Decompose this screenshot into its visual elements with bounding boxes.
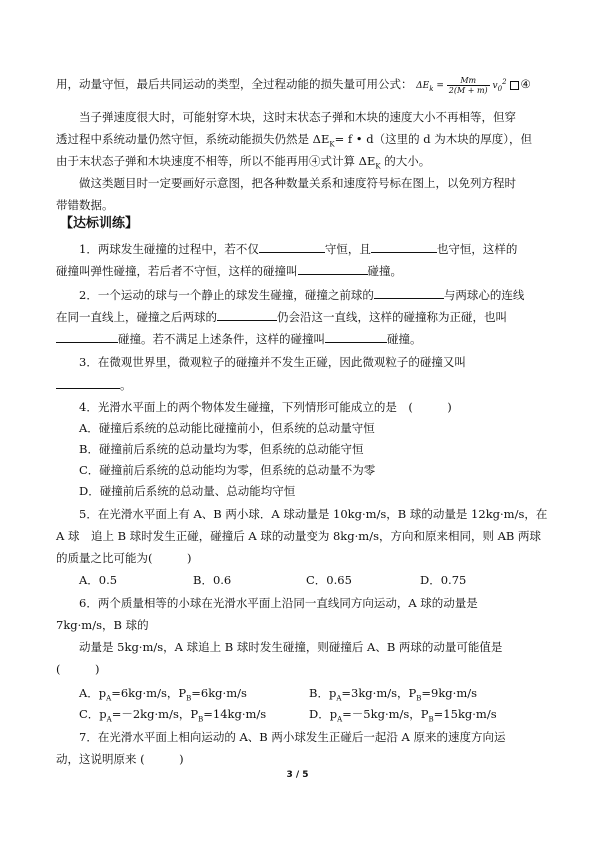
blank (56, 331, 118, 343)
page-number: 3 / 5 (286, 770, 309, 780)
blank (374, 287, 444, 299)
text: 也守恒，这样的 (436, 242, 518, 256)
text: 仍会沿这一直线，这样的碰撞称为正碰，也叫 (277, 310, 507, 324)
option-b: B．碰撞前后系统的总动量均为零，但系统的总动能守恒 (79, 442, 364, 456)
text: 碰撞。 (367, 264, 402, 278)
paragraph-line (56, 76, 531, 95)
text: 。 (120, 378, 132, 392)
option-c: C．$p_A=-2kg\cdot m/s$，$P_B=14kg\cdot m/s$ (79, 707, 267, 724)
text: 2．一个运动的球与一个静止的球发生碰撞，碰撞之前球的 (79, 288, 374, 302)
text: 在同一直线上，碰撞之后两球的 (56, 310, 217, 324)
text: 与两球心的连线 (443, 288, 525, 302)
equation-tag: ④ (520, 77, 531, 91)
formula-lhs: ΔE (416, 81, 430, 91)
paragraph-line: 当子弹速度很大时，可能射穿木块，这时末状态子弹和木块的速度大小不再相等，但穿 (79, 110, 516, 124)
paragraph-line (56, 154, 431, 171)
formula-denominator: 2(M + m) (448, 86, 488, 95)
formula-eq: = (433, 81, 447, 91)
option-c: C．0.65 (306, 573, 352, 587)
blank (371, 241, 437, 253)
blank (259, 241, 325, 253)
question-2-line (79, 287, 524, 302)
formula-fraction (447, 76, 490, 95)
blank (298, 263, 368, 275)
question-7-line: 动，这说明原来 ( ) (56, 752, 184, 766)
paragraph-line (56, 132, 533, 149)
blank (217, 309, 277, 321)
question-1-line (79, 241, 517, 256)
question-5-line: 5．在光滑水平面上有 A、B 两小球．A 球动量是 10kg·m/s，B 球的动量是 12kg·m/s，在 (79, 507, 548, 521)
formula-v-sub: 0 (497, 84, 503, 93)
question-5-line: 的质量之比可能为( ) (56, 551, 192, 565)
question-3-line (56, 377, 132, 392)
option-c: C．碰撞前后系统的总动能均为零，但系统的总动量不为零 (79, 463, 376, 477)
text: 用，动量守恒，最后共同运动的类型，全过程动能的损失量可用公式： (56, 77, 413, 91)
question-7-line: 7．在光滑水平面上相向运动的 A、B 两小球发生正碰后一起沿 A 原来的速度方向运 (79, 730, 506, 744)
question-4-stem: 4．光滑水平面上的两个物体发生碰撞，下列情形可能成立的是 ( ) (79, 400, 452, 414)
question-6-line: 7kg·m/s，B 球的 (56, 618, 149, 632)
subscript: K (329, 140, 335, 149)
formula-v-sup: 2 (502, 78, 507, 86)
option-a: A．碰撞后系统的总动能比碰撞前小，但系统的总动量守恒 (79, 421, 375, 435)
option-a: A．0.5 (79, 573, 118, 587)
question-6-line: 6．两个质量相等的小球在光滑水平面上沿同一直线同方向运动，A 球的动量是 (79, 596, 478, 610)
text: 碰撞。若不满足上述条件，这样的碰撞叫 (118, 332, 325, 346)
question-1-line (56, 263, 402, 278)
energy-loss-formula (416, 76, 509, 95)
square-icon (510, 81, 519, 90)
formula-v: v (492, 81, 498, 91)
formula-lhs-sub: k (429, 84, 434, 93)
question-5-line: A 球 追上 B 球时发生正碰，碰撞后 A 球的动量变为 8kg·m/s，方向和原来相同，则 AB 两球 (56, 529, 542, 543)
question-2-line (56, 309, 507, 324)
section-heading: 【达标训练】 (60, 216, 139, 231)
text: 守恒，且 (324, 242, 371, 256)
question-3-line: 3．在微观世界里，微观粒子的碰撞并不发生正碰，因此微观粒子的碰撞又叫 (79, 355, 466, 369)
subscript: K (375, 162, 381, 171)
paragraph-line: 做这类题目时一定要画好示意图，把各种数量关系和速度符号标在图上，以免列方程时 (79, 176, 516, 190)
question-2-line (56, 331, 422, 346)
formula-numerator: Mm (447, 76, 490, 86)
text: = f • d（这里的 d 为木块的厚度），但 (334, 132, 533, 146)
blank (325, 331, 387, 343)
option-b: B．$p_A=3kg\cdot m/s$，$P_B=9kg\cdot m/s$ (309, 686, 478, 703)
option-a: A．$p_A=6kg\cdot m/s$，$P_B=6kg\cdot m/s$ (79, 686, 247, 703)
text: 1．两球发生碰撞的过程中，若不仅 (79, 242, 259, 256)
text: 碰撞。 (387, 332, 422, 346)
blank (56, 377, 120, 389)
option-d: D．碰撞前后系统的总动量、总动能均守恒 (79, 484, 296, 498)
question-6-line: ( ) (56, 662, 100, 676)
paragraph-line: 带错数据。 (56, 198, 114, 212)
option-d: D．0.75 (420, 573, 467, 587)
question-6-line: 动量是 5kg·m/s，A 球追上 B 球时发生碰撞，则碰撞后 A、B 两球的动量可能值是 (79, 640, 503, 654)
text: 碰撞叫弹性碰撞，若后者不守恒，这样的碰撞叫 (56, 264, 298, 278)
text: 透过程中系统动量仍然守恒，系统动能损失仍然是 ΔE (56, 132, 330, 146)
text: 由于末状态子弹和木块速度不相等，所以不能再用④式计算 ΔE (56, 154, 376, 168)
text: 的大小。 (380, 154, 431, 168)
option-b: B．0.6 (193, 573, 232, 587)
option-d: D．$p_A=-5kg\cdot m/s$，$P_B=15kg\cdot m/s$ (309, 707, 497, 724)
